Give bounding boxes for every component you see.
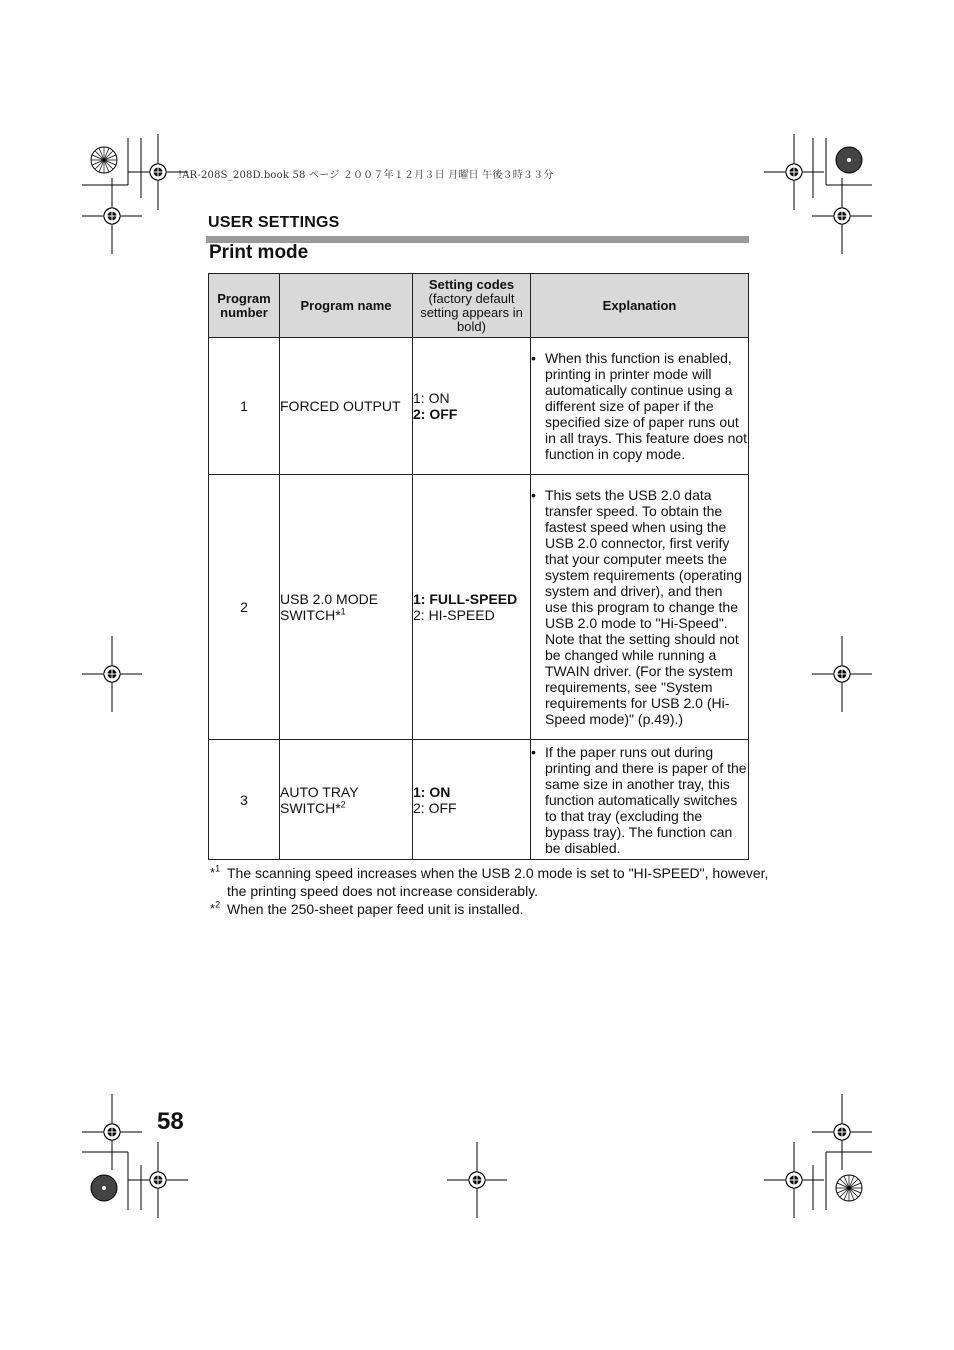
footnotes — [210, 864, 770, 918]
explanation-text: If the paper runs out during printing and there is paper of the same size in another tray, this function automatically switches to that tray (excluding the bypass tray). The function can be disabled. — [545, 743, 747, 856]
setting-codes — [413, 338, 531, 475]
setting-codes — [413, 475, 531, 740]
footnote-text: When the 250-sheet paper feed unit is installed. — [227, 901, 524, 917]
header-setting-codes — [413, 274, 531, 338]
crosshair-mark-icon — [812, 636, 872, 712]
table-header-row — [209, 274, 749, 338]
bullet-icon: • — [531, 743, 536, 760]
section-label: USER SETTINGS — [208, 214, 340, 231]
registration-starburst-icon — [91, 1175, 117, 1201]
program-number: 3 — [209, 740, 280, 860]
footnote-mark — [210, 864, 227, 900]
footnote-text: The scanning speed increases when the USB 2.0 mode is set to "HI-SPEED", however, the printing speed does not increase considerably. — [227, 865, 769, 899]
footnote — [210, 900, 770, 918]
explanation-text: When this function is enabled, printing in printer mode will automatically continue using a different size of paper if the specified size of paper runs out in all trays. This feature does not function in copy mode. — [545, 350, 748, 462]
footnote-mark — [210, 900, 227, 918]
printer-file-header: !AR-208S_208D.book 58 ページ ２００７年１２月３日 月曜日 午後３時３３分 — [178, 170, 554, 181]
explanation — [531, 740, 749, 860]
setting-code-default: 1: ON — [413, 783, 451, 800]
footnote-asterisk: * — [210, 901, 216, 916]
setting-code: 2: OFF — [413, 799, 457, 816]
program-name — [280, 740, 413, 860]
registration-starburst-icon — [91, 147, 117, 173]
footnote-asterisk: * — [210, 865, 216, 880]
program-number: 1 — [209, 338, 280, 475]
header-program-number: Program number — [209, 274, 280, 338]
crosshair-mark-icon — [764, 134, 824, 210]
table-row — [209, 740, 749, 860]
program-number: 2 — [209, 475, 280, 740]
crosshair-mark-icon — [128, 1142, 188, 1218]
setting-code: 2: HI-SPEED — [413, 607, 495, 623]
program-name-text: AUTO TRAY SWITCH* — [280, 783, 359, 816]
footnote-number: 1 — [215, 863, 221, 874]
registration-starburst-icon — [836, 147, 862, 173]
table-row — [209, 338, 749, 475]
crosshair-mark-icon — [447, 1142, 507, 1218]
crosshair-mark-icon — [82, 178, 142, 254]
footnote-number: 2 — [215, 899, 221, 910]
explanation-text: This sets the USB 2.0 data transfer speed. To obtain the fastest speed when using the USB 2.0 connector, first verify that your computer meets the system requirements (operating system and driver), and then use this program to change the USB 2.0 mode to "Hi-Speed". Note that the setting should not be changed while running a TWAIN driver. (For the system requirements, see "System requirements for USB 2.0 (Hi-Speed mode)" (p.49).) — [545, 487, 742, 727]
footnote-ref: 2 — [340, 798, 346, 809]
footnote-ref: 1 — [340, 606, 346, 617]
crosshair-mark-icon — [812, 178, 872, 254]
bullet-icon: • — [531, 350, 536, 366]
header-setting-codes-note: (factory default setting appears in bold) — [420, 290, 523, 334]
setting-code-default: 1: FULL-SPEED — [413, 591, 518, 607]
setting-code-default: 2: OFF — [413, 406, 458, 422]
setting-codes — [413, 740, 531, 860]
header-program-name: Program name — [280, 274, 413, 338]
registration-starburst-icon — [836, 1175, 862, 1201]
setting-code: 1: ON — [413, 390, 450, 406]
crosshair-mark-icon — [82, 1094, 142, 1170]
page-title: Print mode — [209, 242, 309, 263]
program-name — [280, 338, 413, 475]
explanation — [531, 338, 749, 475]
header-explanation: Explanation — [531, 274, 749, 338]
crosshair-mark-icon — [764, 1142, 824, 1218]
explanation — [531, 475, 749, 740]
table-row — [209, 475, 749, 740]
crosshair-mark-icon — [812, 1094, 872, 1170]
footnote — [210, 864, 770, 900]
bullet-icon: • — [531, 487, 536, 503]
crosshair-mark-icon — [82, 636, 142, 712]
program-name-text: USB 2.0 MODE SWITCH* — [280, 591, 379, 623]
program-name — [280, 475, 413, 740]
print-mode-table — [208, 273, 749, 860]
page-number: 58 — [157, 1108, 184, 1135]
program-name-text: FORCED OUTPUT — [280, 398, 401, 414]
header-setting-codes-label: Setting codes — [428, 276, 515, 292]
